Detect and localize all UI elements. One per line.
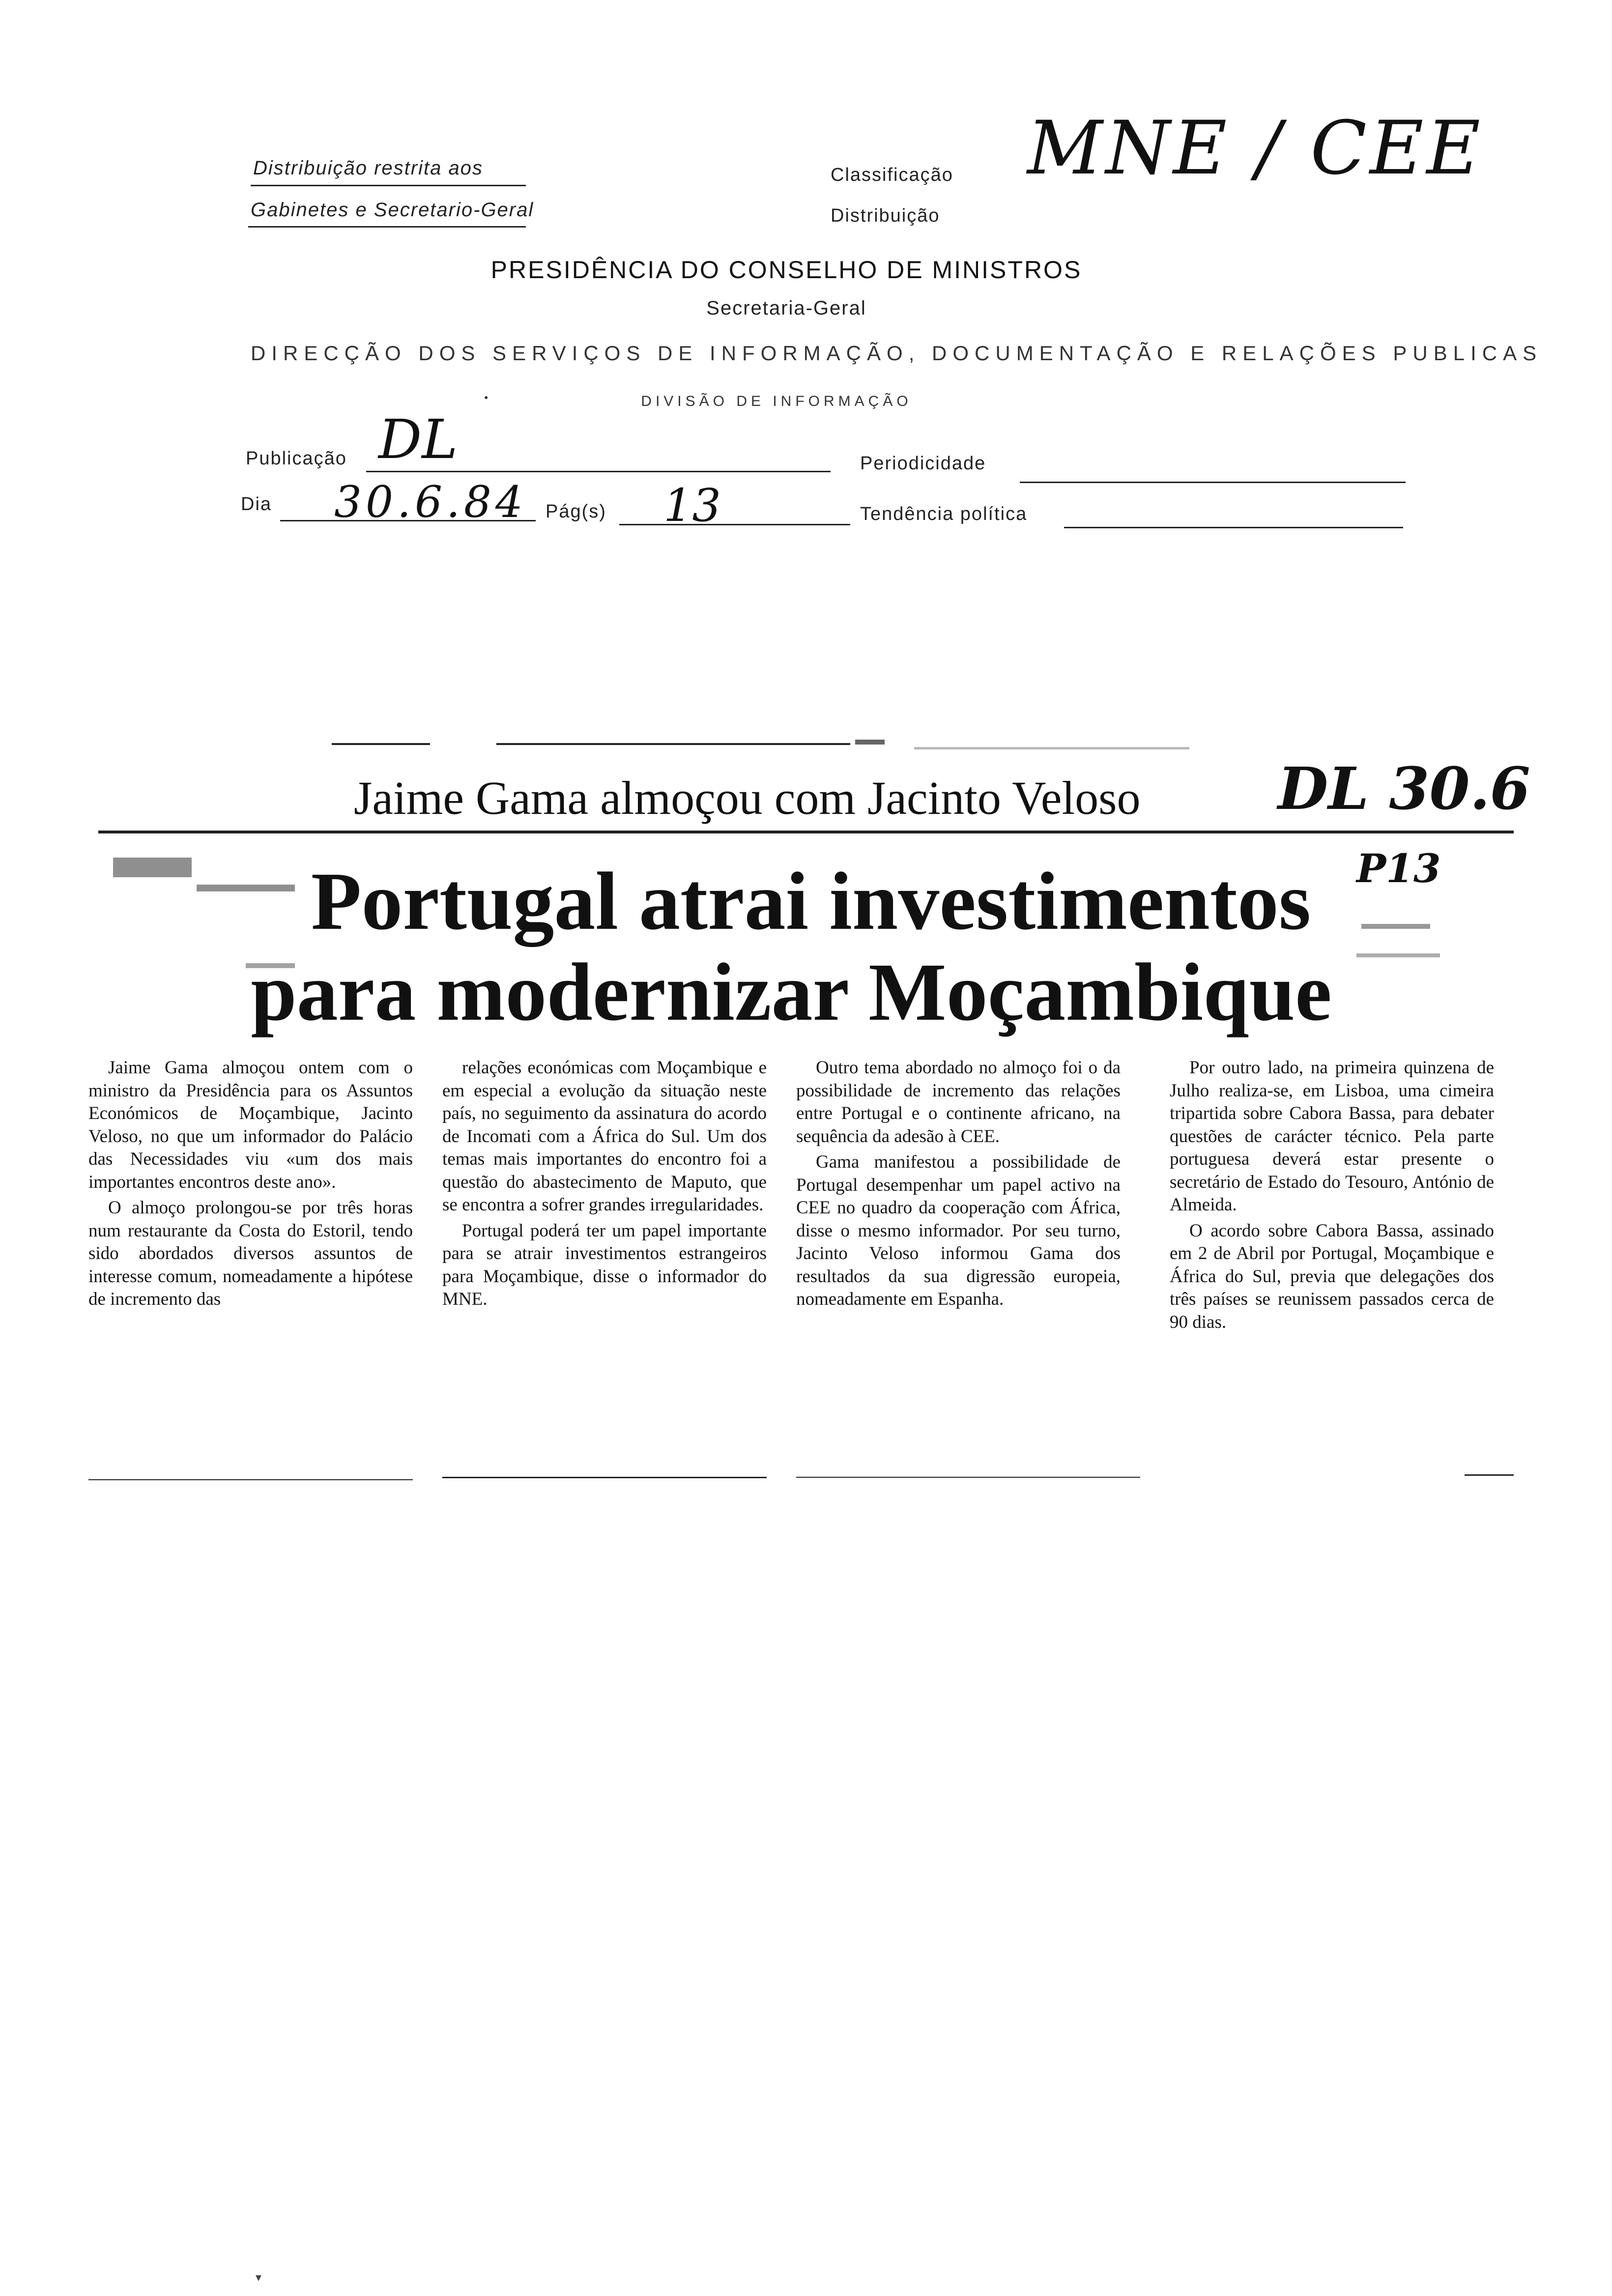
divider: [251, 185, 526, 186]
scan-noise: [914, 747, 1189, 749]
distribuicao-label: Distribuição: [831, 205, 940, 226]
org-title: PRESIDÊNCIA DO CONSELHO DE MINISTROS: [490, 256, 1082, 284]
dia-value: 30.6.84: [334, 477, 527, 527]
headline-rule: [98, 831, 1514, 833]
scan-noise: [113, 858, 192, 877]
paragraph: Jaime Gama almoçou ontem com o ministro da Presidência para os Assuntos Económicos de Moçambique, Jacinto Veloso, no que um informador do Palácio das Necessidades viu «um dos mais importantes encontros deste ano».: [88, 1058, 413, 1192]
periodicidade-line: [1020, 482, 1406, 483]
column-rule: [796, 1477, 1140, 1478]
secretaria-geral: Secretaria-Geral: [706, 297, 866, 319]
publicacao-line: [366, 471, 831, 472]
paragraph: relações económicas com Moçambique e em especial a evolução da situação neste país, no seguimento da assinatura do acordo de Incomati com a África do Sul. Um dos temas mais importantes do encontro foi a questão do abastecimento de Maputo, que se encontra a sofrer grandes irregularidades.: [442, 1058, 767, 1215]
direccao-line: DIRECÇÃO DOS SERVIÇOS DE INFORMAÇÃO, DOCUMENTAÇÃO E RELAÇÕES PUBLICAS: [251, 342, 1543, 365]
scan-speck: ▾: [256, 2271, 262, 2284]
article-column-4: [1170, 1057, 1494, 1337]
paragraph: O almoço prolongou-se por três horas num restaurante da Costa do Estoril, tendo sido abordados diversos assuntos de interesse comum, nomeadamente a hipótese de incremento das: [88, 1198, 413, 1309]
scan-noise: [855, 740, 885, 745]
rule-segment: [332, 743, 430, 745]
handwritten-stamp: MNE / CEE: [1027, 106, 1483, 191]
column-rule: [88, 1479, 413, 1480]
pags-line: [619, 524, 850, 525]
pags-label: Pág(s): [546, 501, 606, 522]
paragraph: Por outro lado, na primeira quinzena de Julho realiza-se, em Lisboa, uma cimeira tripartida sobre Cabora Bassa, para debater questões de carácter técnico. Pela parte portuguesa deverá estar presente o secretário de Estado do Tesouro, António de Almeida.: [1170, 1058, 1494, 1215]
pags-value: 13: [663, 479, 721, 532]
divisao-line: DIVISÃO DE INFORMAÇÃO: [641, 393, 912, 409]
divider: [248, 226, 526, 228]
scan-noise: [1361, 924, 1430, 929]
column-rule: [442, 1477, 767, 1478]
periodicidade-label: Periodicidade: [860, 453, 986, 474]
article-column-1: [88, 1057, 413, 1314]
headline-line-2: para modernizar Moçambique: [251, 947, 1332, 1038]
margin-note-page: P13: [1356, 845, 1441, 891]
margin-note-date: DL 30.6: [1278, 754, 1530, 823]
tendencia-label: Tendência política: [860, 504, 1028, 524]
headline-line-1: Portugal atrai investimentos: [311, 856, 1311, 947]
paragraph: Portugal poderá ter um papel importante para se atrair investimentos estrangeiros para Moçambique, disse o informador do MNE.: [442, 1220, 767, 1309]
distribution-line-1: Distribuição restrita aos: [253, 157, 483, 179]
publicacao-value: DL: [378, 408, 458, 471]
paragraph: Outro tema abordado no almoço foi o da possibilidade de incremento das relações entre Portugal e o continente africano, na sequência da adesão à CEE.: [796, 1058, 1121, 1147]
paragraph: O acordo sobre Cabora Bassa, assinado em 2 de Abril por Portugal, Moçambique e África do Sul, previa que delegações dos três países se reunissem passados cerca de 90 dias.: [1170, 1220, 1494, 1332]
tendencia-line: [1064, 527, 1403, 528]
distribution-line-2: Gabinetes e Secretario-Geral: [251, 199, 534, 221]
classificacao-label: Classificação: [831, 165, 953, 185]
rule-segment: [496, 743, 850, 745]
paragraph: Gama manifestou a possibilidade de Portugal desempenhar um papel activo na CEE no quadro da cooperação com África, disse o mesmo informador. Por seu turno, Jacinto Veloso informou Gama dos resultados da sua digressão europeia, nomeadamente em Espanha.: [796, 1152, 1121, 1309]
dia-label: Dia: [241, 494, 272, 515]
scan-noise: [1356, 953, 1440, 957]
publicacao-label: Publicação: [246, 448, 347, 469]
article-kicker: Jaime Gama almoçou com Jacinto Veloso: [354, 772, 1141, 824]
article-column-3: [796, 1057, 1121, 1314]
article-column-2: [442, 1057, 767, 1314]
bullet-mark: ●: [484, 393, 489, 401]
column-rule: [1465, 1474, 1514, 1476]
